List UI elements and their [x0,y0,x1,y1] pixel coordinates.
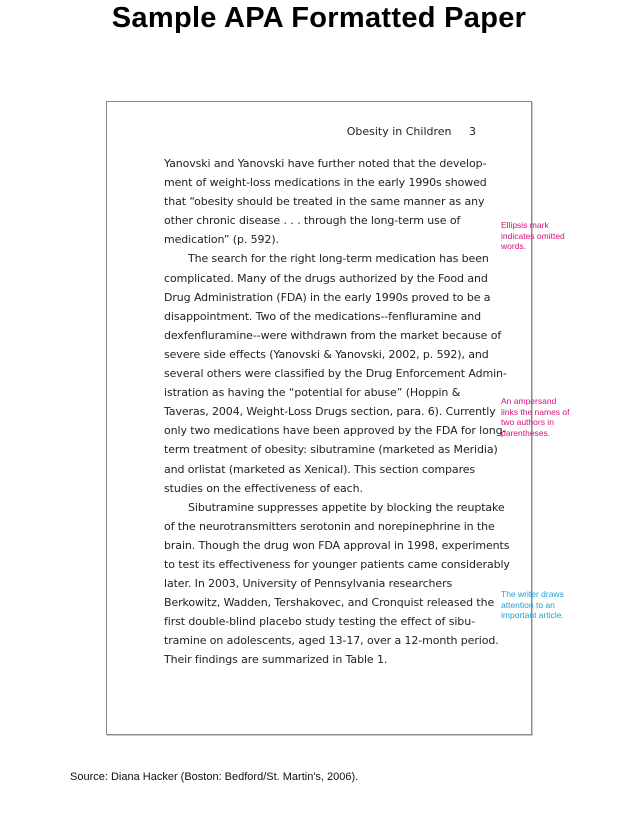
paper-body [164,154,510,670]
body-line: several others were classified by the Drug Enforcement Admin- [164,367,507,381]
annotation-line: important article. [501,610,564,620]
page-title: Sample APA Formatted Paper [111,2,527,34]
annotation-line: two authors in [501,417,554,427]
body-line: first double-blind placebo study testing the effect of sibu- [164,615,475,629]
body-line: term treatment of obesity: sibutramine (marketed as Meridia) [164,443,498,457]
body-line: and orlistat (marketed as Xenical). This section compares [164,462,476,476]
body-line: disappointment. Two of the medications--fenfluramine and [164,309,482,323]
annotation-ellipsis [501,220,573,252]
body-line: studies on the effectiveness of each. [164,481,363,495]
body-line: Berkowitz, Wadden, Tershakovec, and Cronquist released the [164,596,495,610]
body-line: medication” (p. 592). [164,233,279,247]
body-line: istration as having the “potential for abuse” (Hoppin & [164,386,461,400]
body-line: brain. Though the drug won FDA approval in 1998, experiments [164,538,510,552]
body-line: complicated. Many of the drugs authorized by the Food and [164,271,488,285]
annotation-line: The writer draws [501,589,564,599]
body-line: of the neurotransmitters serotonin and norepinephrine in the [164,519,495,533]
body-line: to test its effectiveness for younger patients came considerably [164,557,510,571]
body-line: The search for the right long-term medication has been [188,252,489,266]
annotation-line: An ampersand [501,396,557,406]
source-citation: Source: Diana Hacker (Boston: Bedford/St. Martin's, 2006). [70,771,359,783]
annotation-line: links the names of [501,406,570,417]
annotation-line: words. [501,241,527,251]
body-line: tramine on adolescents, aged 13-17, over a 12-month period. [164,634,499,648]
body-line: Sibutramine suppresses appetite by blocking the reuptake [188,500,505,514]
body-line: ment of weight-loss medications in the early 1990s showed [164,176,487,190]
body-line: later. In 2003, University of Pennsylvania researchers [164,577,453,591]
annotation-line: indicates omitted [501,230,565,241]
body-line: that “obesity should be treated in the same manner as any [164,195,485,209]
body-line: Yanovski and Yanovski have further noted that the develop- [164,157,487,170]
body-line: only two medications have been approved by the FDA for long- [164,424,507,438]
body-line: dexfenfluramine--were withdrawn from the market because of [164,328,502,342]
body-line: Drug Administration (FDA) in the early 1990s proved to be a [164,290,491,304]
annotation-line: Ellipsis mark [501,220,549,230]
annotation-ampersand [501,396,573,438]
annotation-line: attention to an [501,599,555,610]
annotation-article [501,589,573,621]
body-line: other chronic disease . . . through the long-term use of [164,214,461,228]
running-head: Obesity in Children 3 [346,125,476,138]
body-line: Their findings are summarized in Table 1. [164,653,388,667]
body-line: Taveras, 2004, Weight-Loss Drugs section, para. 6). Currently [164,405,496,419]
annotation-line: parentheses. [501,427,551,438]
body-line: severe side effects (Yanovski & Yanovski, 2002, p. 592), and [164,347,489,361]
